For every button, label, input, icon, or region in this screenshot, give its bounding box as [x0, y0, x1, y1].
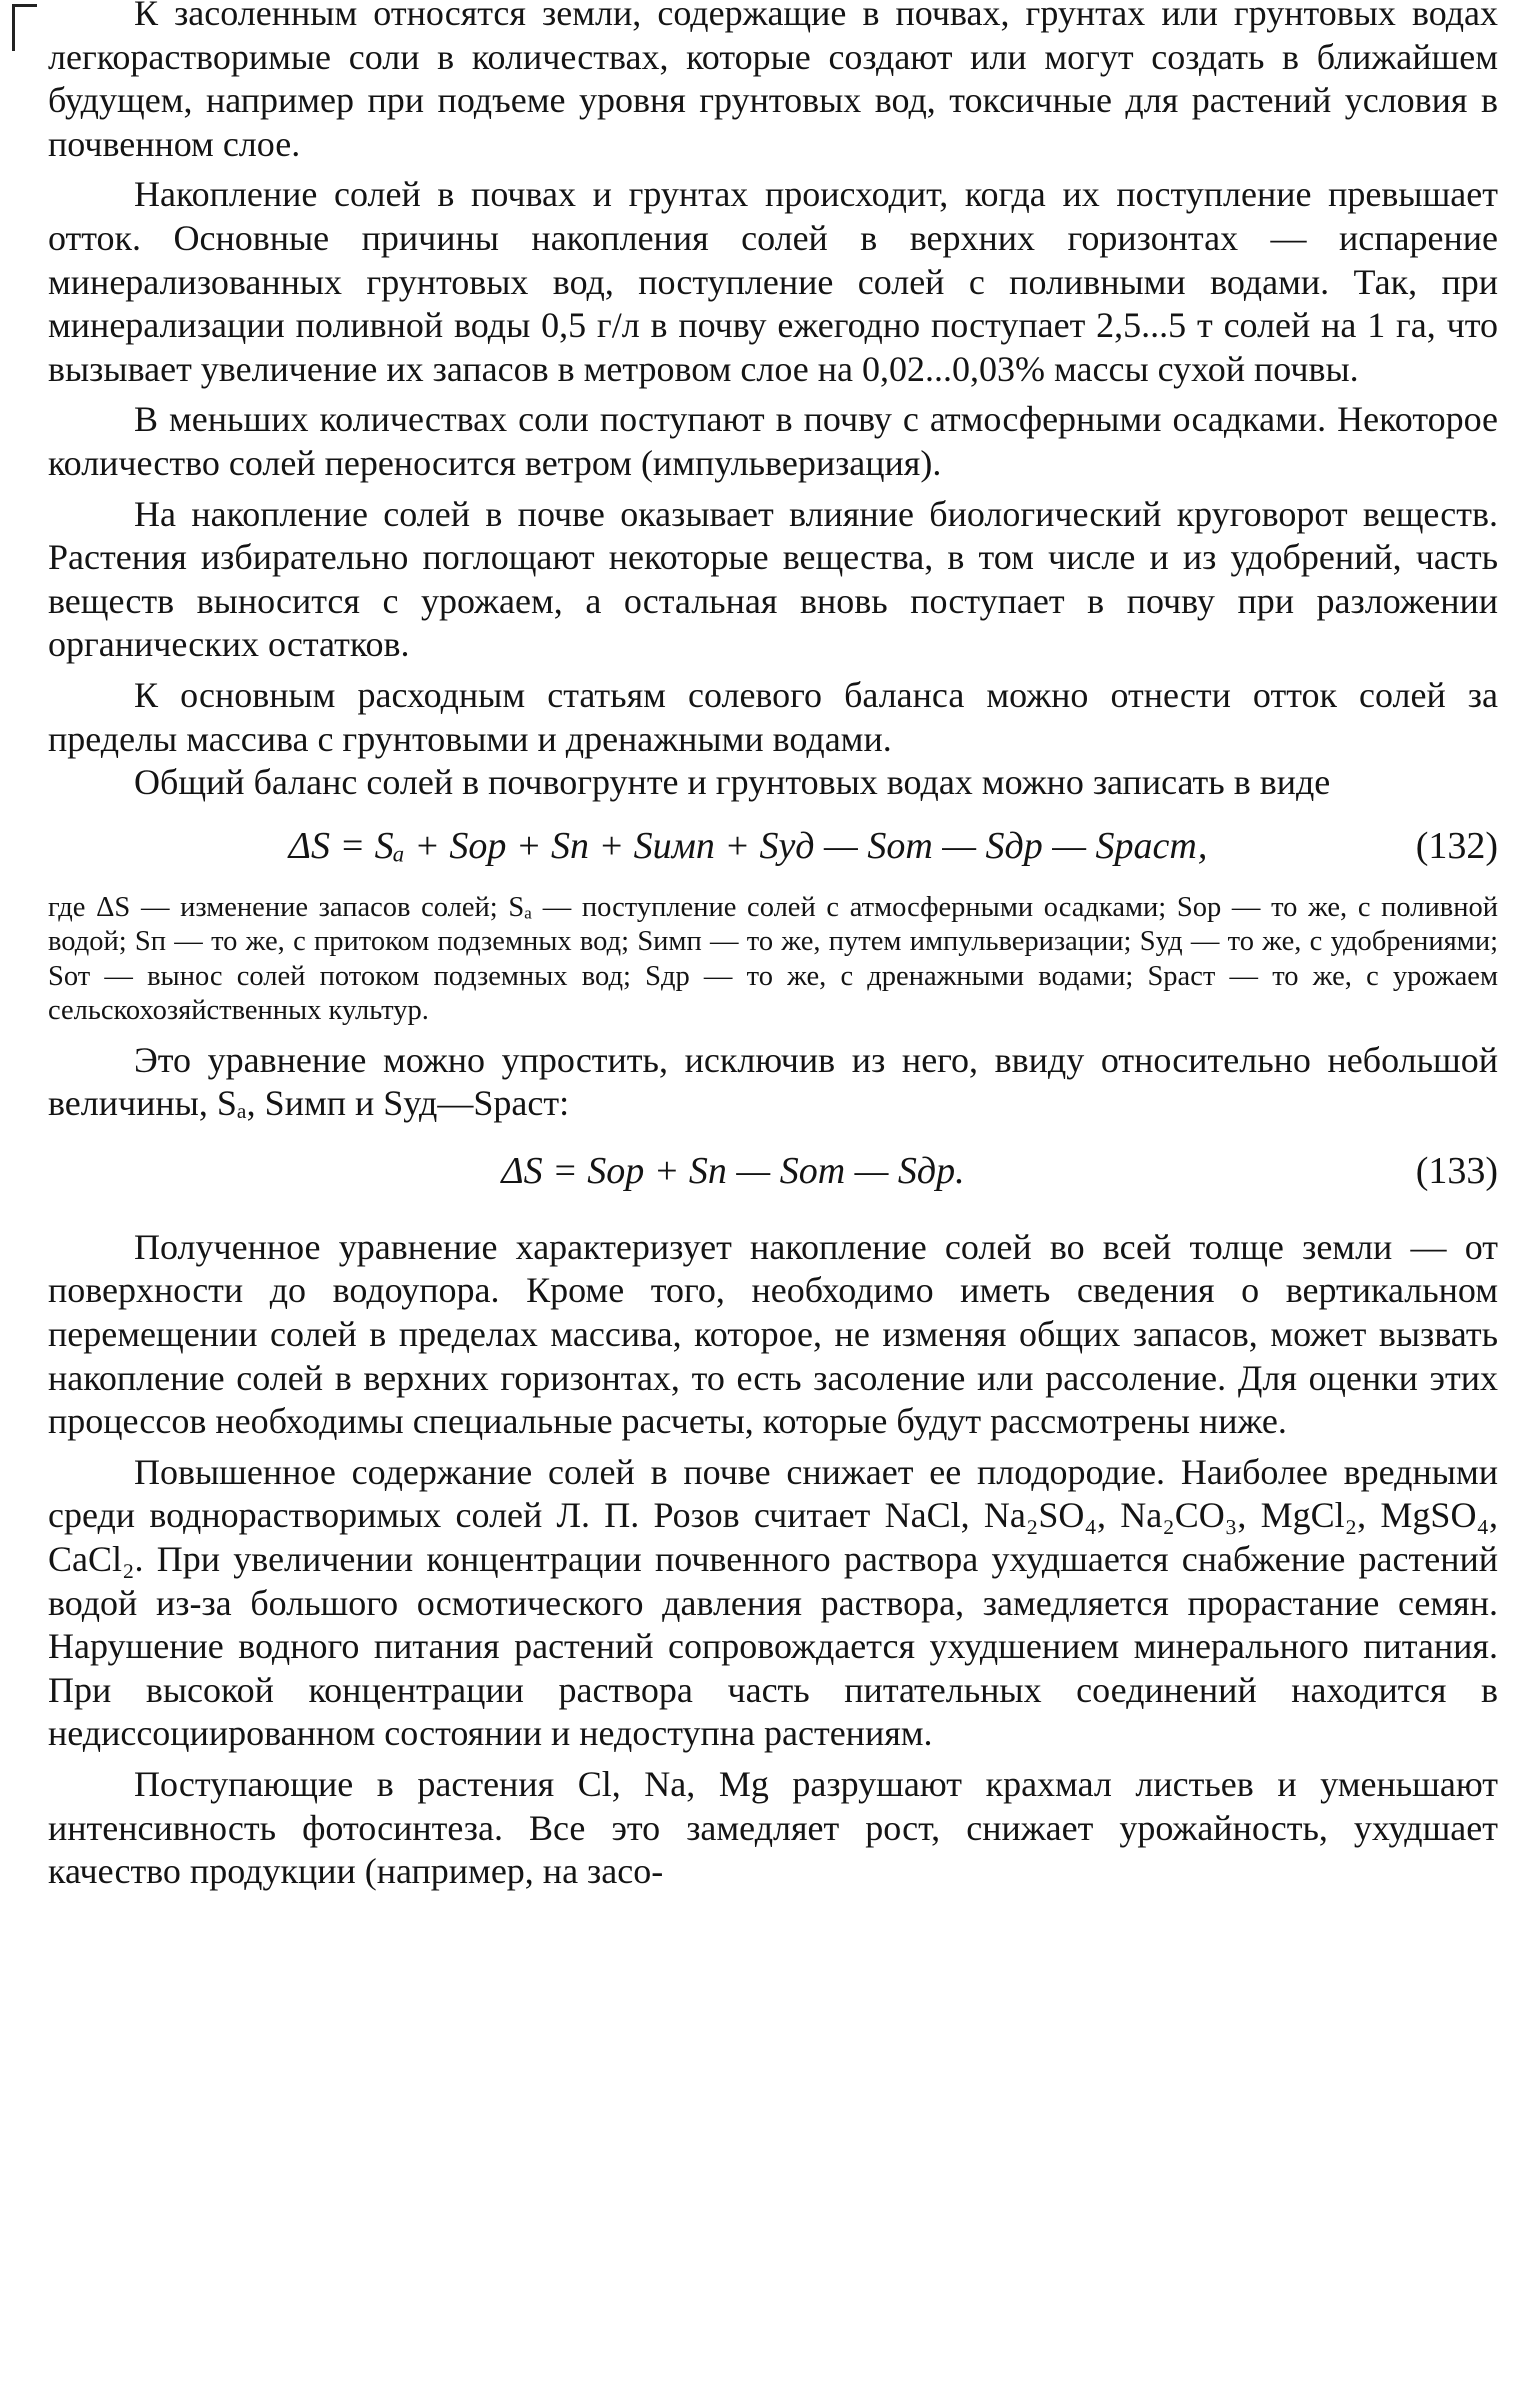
- formula-132: [48, 811, 1498, 881]
- scan-corner-mark: [12, 4, 37, 51]
- formula-132-number: (132): [1415, 824, 1498, 867]
- paragraph-10: Поступающие в растения Cl, Na, Mg разрушают крахмал листьев и уменьшают интенсивность фотосинтеза. Все это замедляет рост, снижает урожайность, ухудшает качество продукции (например, на засо-: [48, 1764, 1498, 1892]
- formula-133: [48, 1136, 1498, 1206]
- paragraph-4: На накопление солей в почве оказывает влияние биологический круговорот веществ. Растения избирательно поглощают некоторые вещества, в том числе и из удобрений, часть веществ выносится с урожаем, а остальная вновь поступает в почву при разложении органических остатков.: [48, 493, 1498, 665]
- formula-133-expression: ΔS = Sор + Sп — Sот — Sдр.: [501, 1149, 965, 1192]
- paragraph-3: В меньших количествах соли поступают в почву с атмосферными осадками. Некоторое количество солей переносится ветром (импульверизация).: [48, 399, 1498, 483]
- paragraph-8: Полученное уравнение характеризует накопление солей во всей толще земли — от поверхности до водоупора. Кроме того, необходимо иметь сведения о вертикальном перемещении солей в пределах массива, которое, не изменяя общих запасов, может вызвать накопление солей в верхних горизонтах, то есть засоление или рассоление. Для оценки этих процессов необходимы специальные расчеты, которые будут рассмотрены ниже.: [48, 1226, 1498, 1442]
- paragraph-9: Повышенное содержание солей в почве снижает ее плодородие. Наиболее вредными среди воднорастворимых солей Л. П. Розов считает NaCl, Na₂SO₄, Na₂CO₃, MgCl₂, MgSO₄, CaCl₂. При увеличении концентрации почвенного раствора ухудшается снабжение растений водой из-за большого осмотического давления раствора, замедляется прорастание семян. Нарушение водного питания растений сопровождается ухудшением минерального питания. При высокой концентрации раствора часть питательных соединений находится в недиссоциированном состоянии и недоступна растениям.: [48, 1451, 1498, 1754]
- paragraph-2: Накопление солей в почвах и грунтах происходит, когда их поступление превышает отток. Основные причины накопления солей в верхних горизонтах — испарение минерализованных грунтовых вод, поступление солей с поливными водами. Так, при минерализации поливной воды 0,5 г/л в почву ежегодно поступает 2,5...5 т солей на 1 га, что вызывает увеличение их запасов в метровом слое на 0,02...0,03% массы сухой почвы.: [48, 174, 1498, 389]
- paragraph-6: Общий баланс солей в почвогрунте и грунтовых водах можно записать в виде: [134, 762, 1331, 803]
- document-page: [48, 0, 1498, 1894]
- paragraph-5: К основным расходным статьям солевого баланса можно отнести отток солей за пределы массива с грунтовыми и дренажными водами.: [48, 674, 1498, 759]
- formula-132-expression: ΔS = Sₐ + Sор + Sп + Sимп + Sуд — Sот — Sдр — Sраст,: [288, 824, 1208, 867]
- formula-133-number: (133): [1415, 1149, 1498, 1192]
- paragraph-7: Это уравнение можно упростить, исключив из него, ввиду относительно небольшой величины, Sₐ, Sимп и Sуд—Sраст:: [48, 1039, 1498, 1124]
- formula-legend: где ΔS — изменение запасов солей; Sₐ — поступление солей с атмосферными осадками; Sор — то же, с поливной водой; Sп — то же, с притоком подземных вод; Sимп — то же, путем импульверизации; Sуд — то же, с удобрениями; Sот — вынос солей потоком подземных вод; Sдр — то же, с дренажными водами; Sраст — то же, с урожаем сельскохозяйственных культур.: [48, 891, 1498, 1027]
- paragraph-1: К засоленным относятся земли, содержащие в почвах, грунтах или грунтовых водах легкорастворимые соли в количествах, которые создают или могут создать в ближайшем будущем, например при подъеме уровня грунтовых вод, токсичные для растений условия в почвенном слое.: [48, 0, 1498, 164]
